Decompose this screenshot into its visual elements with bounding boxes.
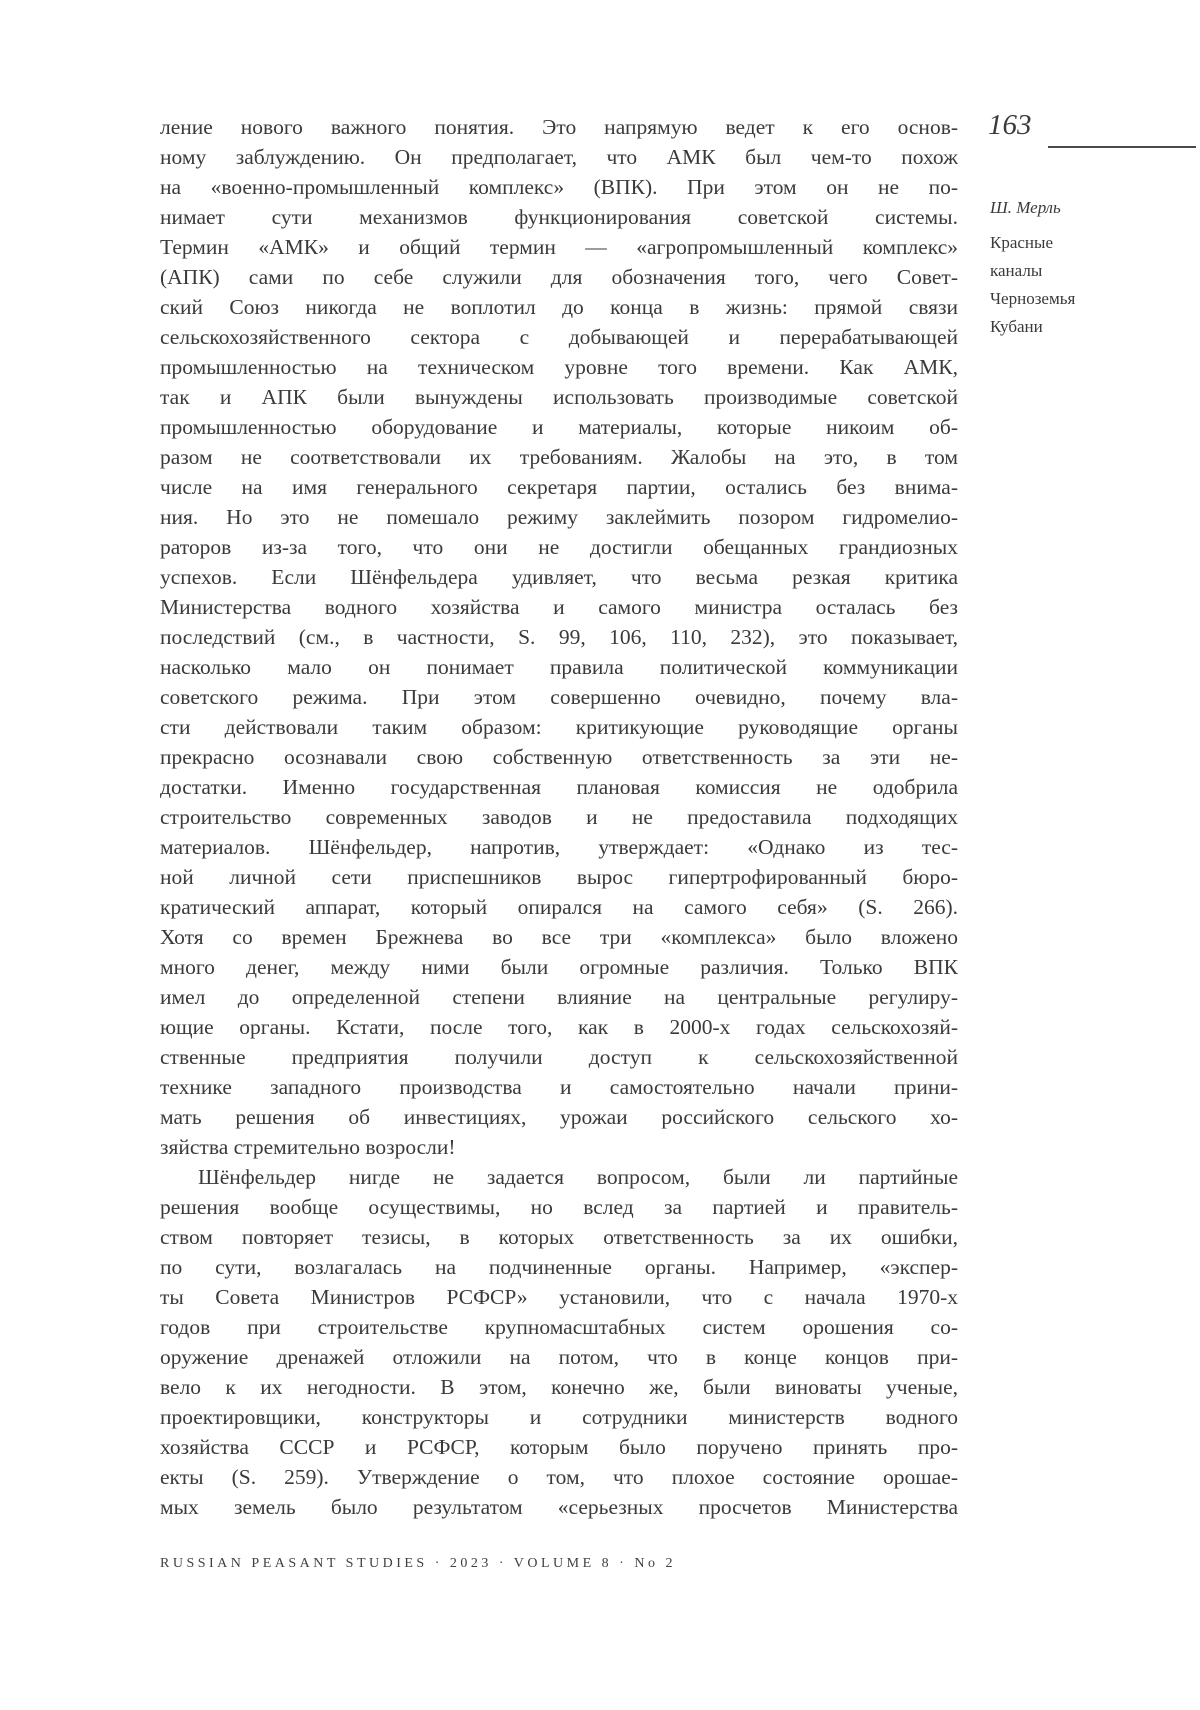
- sidebar-title-line: Красные: [990, 233, 1053, 252]
- text-line: материалов. Шёнфельдер, напротив, утверждает: «Однако из тес-: [160, 835, 958, 859]
- text-line: мых земель было результатом «серьезных просчетов Министерства: [160, 1495, 958, 1519]
- sidebar-title-line: каналы: [990, 261, 1043, 280]
- page-number: 163: [988, 109, 1032, 141]
- text-line: советского режима. При этом совершенно очевидно, почему вла-: [160, 685, 958, 709]
- text-line: годов при строительстве крупномасштабных систем орошения со-: [160, 1315, 958, 1339]
- text-line: успехов. Если Шёнфельдера удивляет, что весьма резкая критика: [160, 565, 958, 589]
- text-line: разом не соответствовали их требованиям. Жалобы на это, в том: [160, 445, 958, 469]
- header-rule-divider: [1048, 146, 1196, 148]
- text-line: ление нового важного понятия. Это напрямую ведет к его основ-: [160, 115, 958, 139]
- text-line: сти действовали таким образом: критикующие руководящие органы: [160, 715, 958, 739]
- sidebar-title-line: Кубани: [990, 317, 1043, 336]
- text-line: последствий (см., в частности, S. 99, 106, 110, 232), это показывает,: [160, 625, 958, 649]
- body-text: [160, 112, 958, 1522]
- text-line: Министерства водного хозяйства и самого министра осталась без: [160, 595, 958, 619]
- text-line: хозяйства СССР и РСФСР, которым было поручено принять про-: [160, 1435, 958, 1459]
- text-line: раторов из-за того, что они не достигли обещанных грандиозных: [160, 535, 958, 559]
- text-line: ному заблуждению. Он предполагает, что АМК был чем-то похож: [160, 145, 958, 169]
- text-line: Шёнфельдер нигде не задается вопросом, были ли партийные: [198, 1165, 958, 1189]
- text-line: нимает сути механизмов функционирования советской системы.: [160, 205, 958, 229]
- text-line: (АПК) сами по себе служили для обозначения того, чего Совет-: [160, 265, 958, 289]
- text-line: ский Союз никогда не воплотил до конца в жизнь: прямой связи: [160, 295, 958, 319]
- text-line: промышленностью на техническом уровне того времени. Как АМК,: [160, 355, 958, 379]
- text-line: строительство современных заводов и не предоставила подходящих: [160, 805, 958, 829]
- text-line: достатки. Именно государственная плановая комиссия не одобрила: [160, 775, 958, 799]
- text-line: на «военно-промышленный комплекс» (ВПК). При этом он не по-: [160, 175, 958, 199]
- text-line: насколько мало он понимает правила политической коммуникации: [160, 655, 958, 679]
- text-line: ной личной сети приспешников вырос гипертрофированный бюро-: [160, 865, 958, 889]
- text-line: вело к их негодности. В этом, конечно же, были виноваты ученые,: [160, 1375, 958, 1399]
- text-line: числе на имя генерального секретаря партии, остались без внима-: [160, 475, 958, 499]
- text-line: кратический аппарат, который опирался на самого себя» (S. 266).: [160, 895, 958, 919]
- text-line: ющие органы. Кстати, после того, как в 2000-х годах сельскохозяй-: [160, 1015, 958, 1039]
- text-line: Термин «АМК» и общий термин — «агропромышленный комплекс»: [160, 235, 958, 259]
- text-line: ты Совета Министров РСФСР» установили, что с начала 1970-х: [160, 1285, 958, 1309]
- text-line: прекрасно осознавали свою собственную ответственность за эти не-: [160, 745, 958, 769]
- text-line: мать решения об инвестициях, урожаи российского сельского хо-: [160, 1105, 958, 1129]
- text-line: имел до определенной степени влияние на центральные регулиру-: [160, 985, 958, 1009]
- text-line: зяйства стремительно возросли!: [160, 1135, 456, 1159]
- text-line: промышленностью оборудование и материалы, которые никоим об-: [160, 415, 958, 439]
- text-line: ния. Но это не помешало режиму заклеймить позором гидромелио-: [160, 505, 958, 529]
- text-line: проектировщики, конструкторы и сотрудники министерств водного: [160, 1405, 958, 1429]
- text-line: екты (S. 259). Утверждение о том, что плохое состояние орошае-: [160, 1465, 958, 1489]
- running-head-sidebar: [990, 194, 1190, 341]
- text-line: по сути, возлагалась на подчиненные органы. Например, «экспер-: [160, 1255, 958, 1279]
- journal-footer: RUSSIAN PEASANT STUDIES · 2023 · VOLUME 8 · No 2: [160, 1556, 676, 1571]
- text-line: много денег, между ними были огромные различия. Только ВПК: [160, 955, 958, 979]
- sidebar-author: Ш. Мерль: [990, 198, 1061, 217]
- text-line: сельскохозяйственного сектора с добывающей и перерабатывающей: [160, 325, 958, 349]
- text-line: оружение дренажей отложили на потом, что в конце концов при-: [160, 1345, 958, 1369]
- text-line: ством повторяет тезисы, в которых ответственность за их ошибки,: [160, 1225, 958, 1249]
- text-line: Хотя со времен Брежнева во все три «комплекса» было вложено: [160, 925, 958, 949]
- text-line: ственные предприятия получили доступ к сельскохозяйственной: [160, 1045, 958, 1069]
- text-line: решения вообще осуществимы, но вслед за партией и правитель-: [160, 1195, 958, 1219]
- sidebar-title-line: Черноземья: [990, 289, 1076, 308]
- text-line: так и АПК были вынуждены использовать производимые советской: [160, 385, 958, 409]
- text-line: технике западного производства и самостоятельно начали прини-: [160, 1075, 958, 1099]
